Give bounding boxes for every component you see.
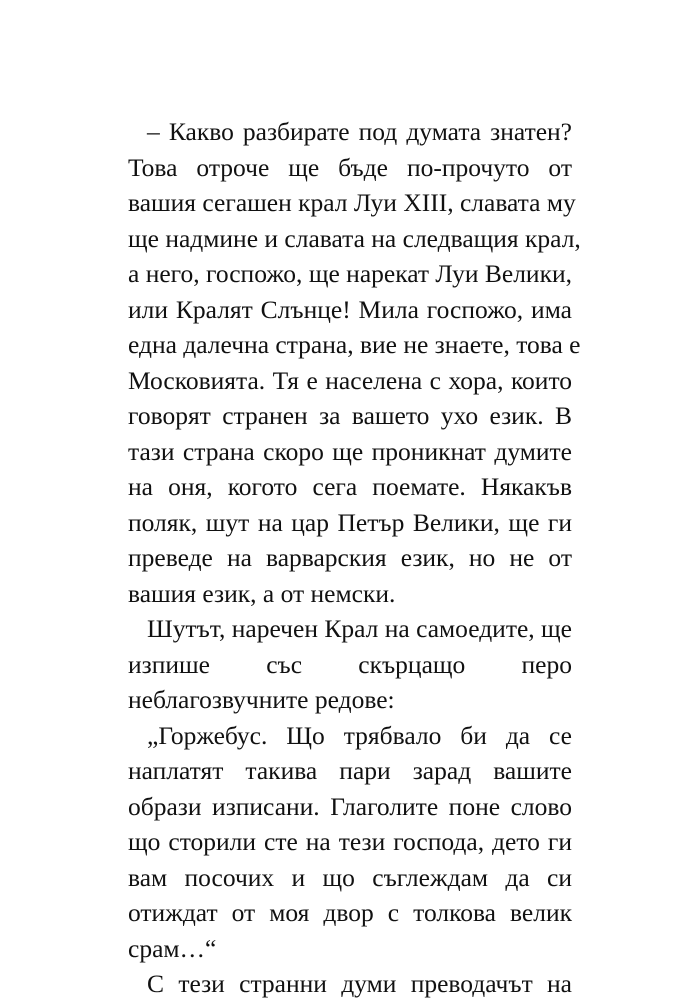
text-line: образи изписани. Глаголите поне слово — [128, 791, 572, 821]
paragraph — [128, 966, 572, 1002]
text-line: поляк, шут на цар Петър Велики, ще ги — [128, 507, 572, 537]
text-line: вашия език, а от немски. — [128, 578, 396, 608]
text-line: Това отроче ще бъде по-прочуто от — [128, 152, 572, 182]
text-line: що сторили сте на тези господа, дето ги — [128, 827, 572, 856]
text-line: тази страна скоро ще проникнат думите — [128, 436, 572, 466]
text-line: срам…“ — [128, 933, 217, 963]
text-line: ще надмине и славата на следващия крал, — [128, 223, 581, 253]
text-line: а него, госпожо, ще нарекат Луи Велики, — [128, 259, 572, 288]
book-page — [128, 114, 581, 1002]
text-line: изпише със скърцащо перо — [128, 649, 572, 679]
text-line: една далечна страна, вие не знаете, това е — [128, 330, 581, 359]
text-line: наплатят такива пари зарад вашите — [128, 756, 572, 785]
text-line: „Горжебус. Що трябвало би да се — [147, 720, 572, 750]
text-line: на оня, когото сега поемате. Някакъв — [128, 472, 572, 501]
text-line: вам посочих и що съглеждам да си — [128, 862, 572, 892]
text-line: отиждат от моя двор с толкова велик — [128, 898, 572, 927]
text-line: или Кралят Слънце! Мила госпожо, има — [128, 294, 572, 324]
text-line: Шутът, наречен Крал на самоедите, ще — [147, 614, 572, 643]
paragraph — [128, 718, 572, 967]
text-line: С тези странни думи преводачът на — [147, 969, 572, 998]
text-line: вашия сегашен крал Луи XIII, славата му — [128, 188, 576, 217]
text-line: неблагозвучните редове: — [128, 685, 395, 714]
text-line: – Какво разбирате под думата знатен? — [147, 117, 572, 146]
paragraph — [128, 114, 581, 611]
text-line: говорят странен за вашето ухо език. В — [128, 401, 572, 430]
text-line: Московията. Тя е населена с хора, които — [128, 365, 572, 395]
text-line: преведе на варварския език, но не от — [128, 543, 572, 572]
paragraph — [128, 611, 572, 718]
